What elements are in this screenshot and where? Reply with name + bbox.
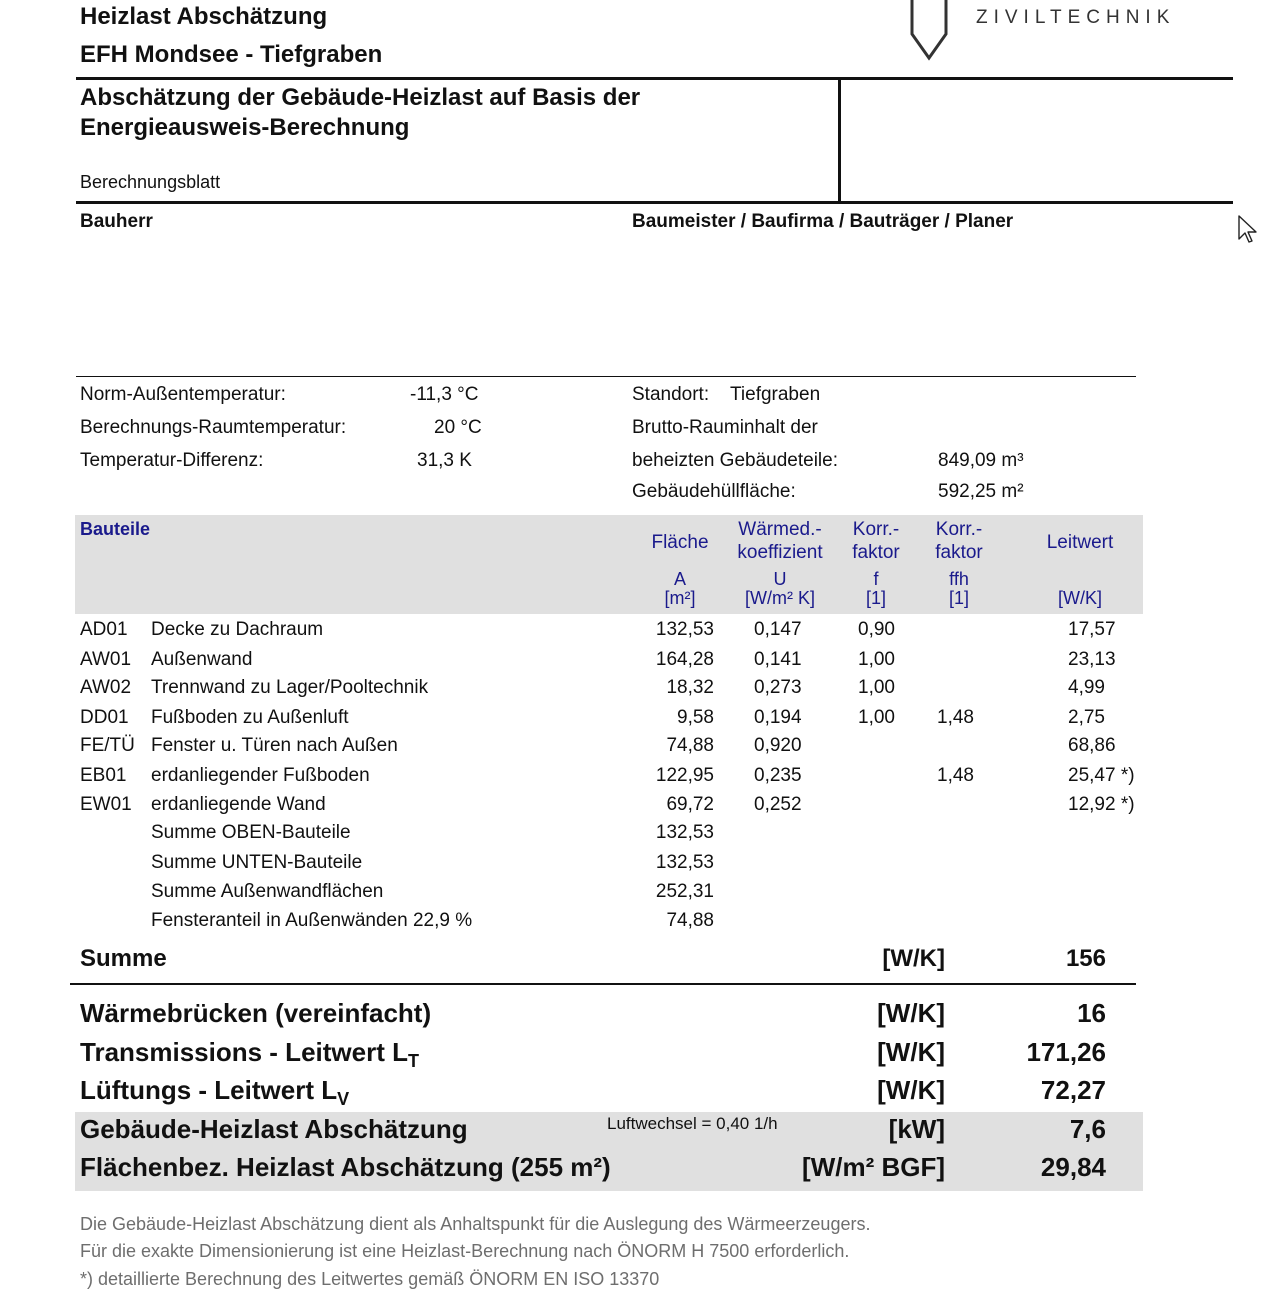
- planer-label: Baumeister / Baufirma / Bauträger / Planer: [632, 211, 1014, 232]
- norm-temp-value: -11,3 °C: [410, 384, 479, 405]
- brutto-label-line1: Brutto-Rauminhalt der: [632, 417, 818, 438]
- waermebruecken-label: Wärmebrücken (vereinfacht): [80, 998, 432, 1028]
- header-waerme-line2: koeffizient: [737, 542, 823, 563]
- header-korr-ffh-line2: faktor: [935, 542, 983, 563]
- row-area: 74,88: [666, 910, 714, 931]
- header-bauteile: Bauteile: [80, 519, 151, 539]
- transmissions-value: 171,26: [1026, 1037, 1106, 1067]
- header-korr-ffh-line1: Korr.-: [935, 519, 983, 540]
- standort-label: Standort:: [632, 384, 710, 405]
- row-area: 69,72: [666, 794, 714, 815]
- row-u-value: 0,252: [754, 794, 802, 815]
- note-line2: Für die exakte Dimensionierung ist eine Heizlast-Berechnung nach ÖNORM H 7500 erforderlich.: [80, 1241, 850, 1261]
- row-leitwert: 4,99: [1068, 677, 1105, 698]
- row-name: erdanliegender Fußboden: [151, 765, 370, 786]
- row-korr-f: 0,90: [858, 619, 895, 640]
- header-flaeche: Fläche: [651, 532, 709, 553]
- row-area: 132,53: [655, 619, 714, 640]
- row-area: 132,53: [655, 852, 714, 873]
- row-korr-ffh: 1,48: [937, 707, 974, 728]
- row-area: 18,32: [666, 677, 714, 698]
- header-korr-f-symbol: f: [873, 569, 879, 589]
- row-u-value: 0,235: [754, 765, 802, 786]
- bauherr-label: Bauherr: [80, 211, 153, 232]
- row-korr-ffh: 1,48: [937, 765, 974, 786]
- header-korr-ffh-symbol: ffh: [949, 569, 969, 589]
- row-name: Fenster u. Türen nach Außen: [151, 735, 398, 756]
- header-waerme-line1: Wärmed.-: [738, 519, 822, 540]
- huell-value: 592,25 m²: [938, 481, 1024, 502]
- row-name: erdanliegende Wand: [151, 794, 326, 815]
- transmissions-unit: [W/K]: [877, 1037, 945, 1067]
- project-title: EFH Mondsee - Tiefgraben: [80, 41, 383, 68]
- row-code: DD01: [80, 707, 129, 728]
- lueftungs-value: 72,27: [1040, 1075, 1106, 1105]
- gebaeude-heizlast-unit: [kW]: [888, 1114, 945, 1144]
- lueftungs-unit: [W/K]: [877, 1075, 945, 1105]
- row-leitwert: 12,92 *): [1068, 794, 1135, 815]
- temp-diff-label: Temperatur-Differenz:: [80, 450, 264, 471]
- waermebruecken-value: 16: [1077, 998, 1106, 1028]
- document-title: Heizlast Abschätzung: [80, 3, 328, 30]
- note-line3: *) detaillierte Berechnung des Leitwertes gemäß ÖNORM EN ISO 13370: [80, 1269, 660, 1289]
- header-waerme-symbol: U: [773, 569, 787, 589]
- row-area: 164,28: [655, 649, 714, 670]
- summe-label: Summe: [80, 945, 167, 972]
- transmissions-label-text: Transmissions - Leitwert L: [80, 1037, 408, 1067]
- flaechenbez-heizlast-unit: [W/m² BGF]: [802, 1152, 945, 1182]
- row-name: Summe OBEN-Bauteile: [151, 822, 351, 843]
- mouse-cursor-icon: [1237, 215, 1259, 245]
- row-area: 74,88: [666, 735, 714, 756]
- header-vertical-divider: [838, 80, 841, 202]
- row-leitwert: 17,57: [1068, 619, 1116, 640]
- sheet-label: Berechnungsblatt: [80, 172, 221, 192]
- subtitle-line1: Abschätzung der Gebäude-Heizlast auf Basis der: [80, 84, 641, 111]
- raum-temp-label: Berechnungs-Raumtemperatur:: [80, 417, 347, 438]
- standort-value: Tiefgraben: [730, 384, 821, 405]
- flaechenbez-heizlast-value: 29,84: [1040, 1152, 1106, 1182]
- row-name: Trennwand zu Lager/Pooltechnik: [151, 677, 429, 698]
- params-divider: [76, 376, 1136, 377]
- row-area: 9,58: [677, 707, 714, 728]
- flaechenbez-heizlast-label: Flächenbez. Heizlast Abschätzung (255 m²): [80, 1152, 611, 1182]
- row-code: AW01: [80, 649, 132, 670]
- row-leitwert: 23,13: [1068, 649, 1116, 670]
- header-flaeche-unit: [m²]: [664, 588, 696, 608]
- header-korr-f-line2: faktor: [852, 542, 900, 563]
- header-leitwert: Leitwert: [1046, 532, 1114, 553]
- row-korr-f: 1,00: [858, 707, 895, 728]
- gebaeude-heizlast-value: 7,6: [1069, 1114, 1106, 1144]
- header-korr-ffh-unit: [1]: [948, 588, 969, 608]
- row-area: 122,95: [655, 765, 714, 786]
- row-u-value: 0,141: [754, 649, 802, 670]
- row-u-value: 0,920: [754, 735, 802, 756]
- row-korr-f: 1,00: [858, 677, 895, 698]
- transmissions-label: [80, 1037, 419, 1072]
- row-name: Fußboden zu Außenluft: [151, 707, 349, 728]
- row-u-value: 0,194: [754, 707, 802, 728]
- row-code: AD01: [80, 619, 128, 640]
- gebaeude-heizlast-label: Gebäude-Heizlast Abschätzung: [80, 1114, 468, 1144]
- header-waerme-unit: [W/m² K]: [745, 588, 815, 608]
- huell-label: Gebäudehüllfläche:: [632, 481, 796, 502]
- row-name: Außenwand: [151, 649, 253, 670]
- company-logo: [905, 0, 955, 62]
- row-korr-f: 1,00: [858, 649, 895, 670]
- row-name: Summe Außenwandflächen: [151, 881, 384, 902]
- lueftungs-label: [80, 1075, 349, 1110]
- row-u-value: 0,273: [754, 677, 802, 698]
- header-flaeche-symbol: A: [673, 569, 686, 589]
- header-leitwert-unit: [W/K]: [1058, 588, 1102, 608]
- header-korr-f-line1: Korr.-: [852, 519, 900, 540]
- row-u-value: 0,147: [754, 619, 802, 640]
- section-divider: [76, 201, 1233, 204]
- row-name: Fensteranteil in Außenwänden 22,9 %: [151, 910, 473, 931]
- waermebruecken-unit: [W/K]: [877, 998, 945, 1028]
- luftwechsel-note: Luftwechsel = 0,40 1/h: [607, 1114, 778, 1133]
- row-name: Decke zu Dachraum: [151, 619, 324, 640]
- summe-unit: [W/K]: [882, 945, 945, 972]
- row-leitwert: 68,86: [1068, 735, 1116, 756]
- row-area: 252,31: [655, 881, 714, 902]
- note-line1: Die Gebäude-Heizlast Abschätzung dient als Anhaltspunkt für die Auslegung des Wärmeerzeugers.: [80, 1214, 871, 1234]
- logo-text: ZIVILTECHNIK: [976, 7, 1176, 28]
- summe-value: 156: [1065, 945, 1106, 972]
- header-divider: [76, 77, 1233, 80]
- subtitle-line2: Energieausweis-Berechnung: [80, 114, 410, 141]
- lueftungs-label-text: Lüftungs - Leitwert L: [80, 1075, 338, 1105]
- norm-temp-label: Norm-Außentemperatur:: [80, 384, 286, 405]
- raum-temp-value: 20 °C: [434, 417, 482, 438]
- row-code: EW01: [80, 794, 132, 815]
- row-area: 132,53: [655, 822, 714, 843]
- temp-diff-value: 31,3 K: [417, 450, 472, 471]
- brutto-label-line2: beheizten Gebäudeteile:: [632, 450, 838, 471]
- brutto-value: 849,09 m³: [938, 450, 1024, 471]
- summary-divider: [70, 983, 1136, 985]
- row-leitwert: 2,75: [1068, 707, 1105, 728]
- row-code: AW02: [80, 677, 132, 698]
- row-name: Summe UNTEN-Bauteile: [151, 852, 363, 873]
- row-code: FE/TÜ: [80, 735, 135, 756]
- row-leitwert: 25,47 *): [1068, 765, 1135, 786]
- transmissions-subscript: T: [407, 1051, 419, 1072]
- lueftungs-subscript: V: [337, 1089, 350, 1110]
- row-code: EB01: [80, 765, 127, 786]
- header-korr-f-unit: [1]: [865, 588, 886, 608]
